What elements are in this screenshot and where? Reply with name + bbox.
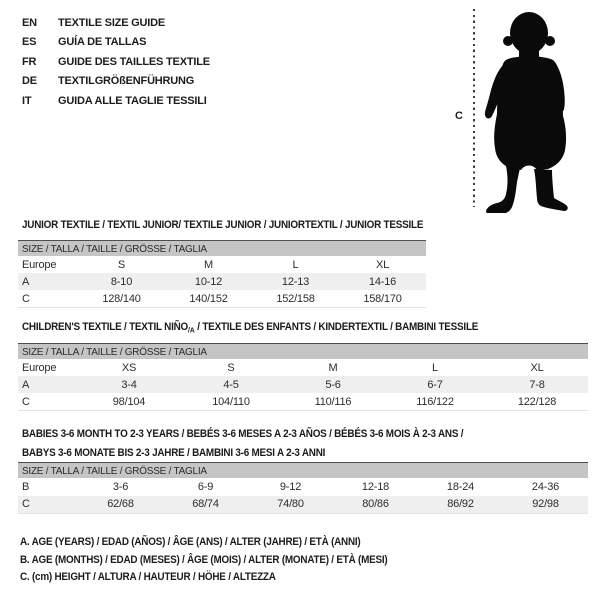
table-cell: 158/170 bbox=[363, 292, 402, 305]
table-cell: 116/122 bbox=[416, 395, 454, 408]
table-cell: 128/140 bbox=[102, 292, 141, 305]
size-table-header-bar bbox=[18, 463, 588, 478]
table-cell: 3-4 bbox=[121, 378, 137, 391]
table-cell: 4-5 bbox=[223, 378, 239, 391]
table-cell: M bbox=[204, 258, 213, 271]
table-cell: 74/80 bbox=[277, 498, 304, 511]
table-cell: 5-6 bbox=[325, 378, 341, 391]
babies-heading-line1: BABIES 3-6 MONTH TO 2-3 YEARS / BEBÉS 3-6 MESES A 2-3 AÑOS / BÉBÉS 3-6 MOIS À 2-3 ANS / bbox=[22, 428, 464, 440]
table-cell: 9-12 bbox=[279, 480, 302, 493]
table-cell: 24-36 bbox=[531, 480, 560, 493]
table-row bbox=[18, 393, 588, 410]
table-cell: XL bbox=[530, 361, 544, 374]
table-cell: 62/68 bbox=[107, 498, 134, 511]
footnote-a bbox=[20, 536, 428, 554]
size-table-header-bar bbox=[18, 344, 588, 359]
table-row bbox=[18, 256, 426, 273]
children-section-heading bbox=[22, 318, 529, 340]
language-title: TEXTILGRÖßENFÜHRUNG bbox=[58, 75, 195, 88]
footnote-list bbox=[20, 536, 428, 589]
table-cell: 7-8 bbox=[529, 378, 545, 391]
row-label: A bbox=[22, 378, 30, 391]
table-cell: 6-9 bbox=[197, 480, 214, 493]
table-cell: 8-10 bbox=[110, 275, 133, 288]
language-title: TEXTILE SIZE GUIDE bbox=[58, 16, 166, 29]
table-cell: 152/158 bbox=[276, 292, 315, 305]
language-row bbox=[22, 52, 210, 72]
table-cell: L bbox=[292, 258, 299, 271]
language-title: GUIDE DES TAILLES TEXTILE bbox=[58, 55, 210, 68]
table-cell: 12-13 bbox=[281, 275, 310, 288]
table-row bbox=[18, 478, 588, 496]
children-heading-suffix: / TEXTILE DES ENFANTS / KINDERTEXTIL / BAMBINI TESSILE bbox=[194, 321, 479, 333]
row-label: C bbox=[22, 292, 30, 305]
language-row bbox=[22, 13, 210, 33]
size-table-header-bar bbox=[18, 241, 426, 256]
footnote-b-text: B. AGE (MONTHS) / EDAD (MESES) / ÂGE (MOIS) / ALTER (MONATE) / ETÀ (MESI) bbox=[20, 553, 388, 566]
language-code: EN bbox=[22, 16, 37, 29]
table-row bbox=[18, 496, 588, 514]
table-cell: XL bbox=[375, 258, 390, 271]
junior-heading-text: JUNIOR TEXTILE / TEXTIL JUNIOR/ TEXTILE JUNIOR / JUNIORTEXTIL / JUNIOR TESSILE bbox=[22, 219, 424, 231]
table-cell: L bbox=[432, 361, 438, 374]
table-cell: 110/116 bbox=[314, 395, 352, 408]
row-label: Europe bbox=[22, 361, 57, 374]
babies-heading-line2: BABYS 3-6 MONATE BIS 2-3 JAHRE / BAMBINI 3-6 MESI A 2-3 ANNI bbox=[22, 447, 326, 459]
junior-size-table bbox=[18, 240, 426, 308]
language-title-list bbox=[22, 13, 210, 111]
language-code: FR bbox=[22, 55, 37, 68]
table-cell: 3-6 bbox=[112, 480, 129, 493]
language-code: ES bbox=[22, 36, 37, 49]
table-cell: 98/104 bbox=[112, 395, 146, 408]
table-cell: S bbox=[227, 361, 235, 374]
language-row bbox=[22, 91, 210, 111]
table-cell: 80/86 bbox=[362, 498, 389, 511]
language-title: GUÍA DE TALLAS bbox=[58, 36, 147, 49]
table-row bbox=[18, 376, 588, 393]
language-code: DE bbox=[22, 75, 37, 88]
table-cell: 14-16 bbox=[368, 275, 397, 288]
table-row bbox=[18, 290, 426, 307]
table-cell: 68/74 bbox=[192, 498, 219, 511]
table-cell: 18-24 bbox=[446, 480, 475, 493]
table-cell: XS bbox=[121, 361, 137, 374]
table-cell: 122/128 bbox=[517, 395, 557, 408]
size-header-label: SIZE / TALLA / TAILLE / GRÖSSE / TAGLIA bbox=[22, 345, 207, 358]
language-title: GUIDA ALLE TAGLIE TESSILI bbox=[58, 94, 207, 107]
table-cell: 86/92 bbox=[447, 498, 474, 511]
height-measure-dotted-line bbox=[473, 9, 475, 207]
row-label: A bbox=[22, 275, 30, 288]
babies-size-table bbox=[18, 462, 588, 514]
babies-section-heading bbox=[22, 425, 512, 463]
size-header-label: SIZE / TALLA / TAILLE / GRÖSSE / TAGLIA bbox=[22, 464, 207, 477]
table-cell: 6-7 bbox=[427, 378, 443, 391]
toddler-silhouette-icon bbox=[478, 8, 588, 213]
language-row bbox=[22, 33, 210, 53]
size-header-label: SIZE / TALLA / TAILLE / GRÖSSE / TAGLIA bbox=[22, 242, 207, 255]
row-label: Europe bbox=[22, 258, 57, 271]
children-size-table bbox=[18, 343, 588, 411]
row-label: B bbox=[22, 480, 30, 493]
height-measure-label: C bbox=[455, 110, 463, 122]
footnote-c bbox=[20, 571, 428, 589]
language-row bbox=[22, 72, 210, 92]
footnote-c-text: C. (cm) HEIGHT / ALTURA / HAUTEUR / HÖHE / ALTEZZA bbox=[20, 571, 276, 583]
row-label: C bbox=[22, 498, 30, 511]
table-row bbox=[18, 273, 426, 290]
footnote-b bbox=[20, 554, 428, 572]
table-cell: 10-12 bbox=[194, 275, 223, 288]
language-code: IT bbox=[22, 94, 32, 107]
footnote-a-text: A. AGE (YEARS) / EDAD (AÑOS) / ÂGE (ANS) / ALTER (JAHRE) / ETÀ (ANNI) bbox=[20, 536, 361, 548]
row-label: C bbox=[22, 395, 30, 408]
table-cell: 12-18 bbox=[361, 480, 390, 493]
table-row bbox=[18, 359, 588, 376]
junior-section-heading bbox=[22, 216, 468, 235]
children-heading-subscript: /A bbox=[188, 325, 195, 335]
children-heading-prefix: CHILDREN'S TEXTILE / TEXTIL NIÑO bbox=[22, 321, 189, 333]
table-cell: 92/98 bbox=[532, 498, 559, 511]
table-cell: 104/110 bbox=[212, 395, 250, 408]
table-cell: M bbox=[328, 361, 338, 374]
table-cell: 140/152 bbox=[189, 292, 228, 305]
table-cell: S bbox=[117, 258, 126, 271]
children-heading-text bbox=[22, 318, 478, 340]
